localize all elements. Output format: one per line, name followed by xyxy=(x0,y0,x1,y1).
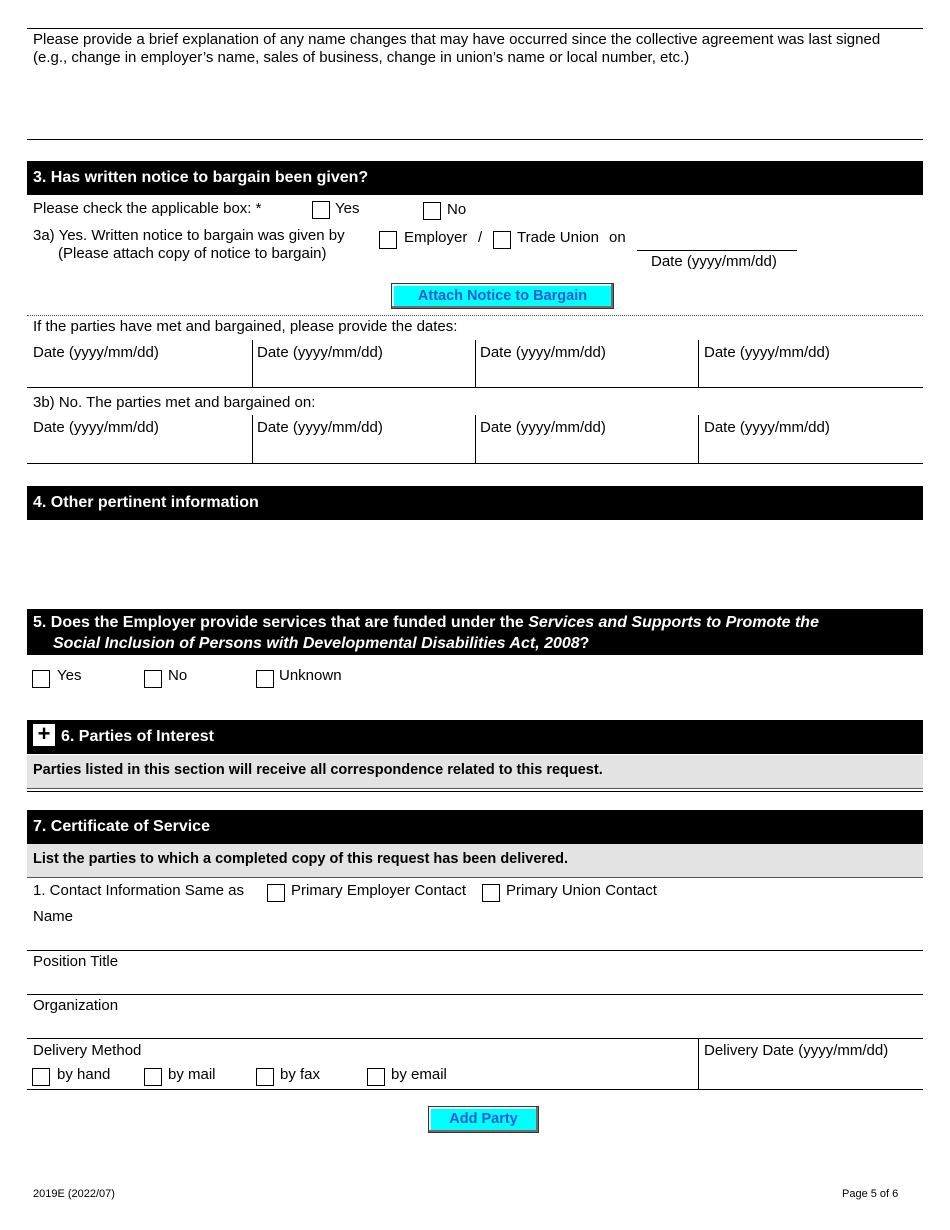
expand-parties-plus-icon[interactable]: + xyxy=(33,724,55,746)
q3b-label: 3b) No. The parties met and bargained on: xyxy=(33,394,316,411)
section4-header xyxy=(27,486,923,520)
by-hand-label: by hand xyxy=(57,1066,111,1083)
section5-title-end: ? xyxy=(579,635,590,652)
given-by-employer-label: Employer xyxy=(404,229,468,246)
bargained-date-2-label: Date (yyyy/mm/dd) xyxy=(257,419,383,436)
section6-note xyxy=(27,755,923,789)
bargained-date-3-input[interactable] xyxy=(476,438,698,462)
other-information-textarea[interactable] xyxy=(27,521,923,605)
q3a-label-line2: (Please attach copy of notice to bargain) xyxy=(58,245,327,262)
delivery-method-label: Delivery Method xyxy=(33,1042,142,1059)
primary-union-checkbox[interactable] xyxy=(482,884,500,902)
bargained-date-2-input[interactable] xyxy=(252,438,475,462)
organization-bottom-rule xyxy=(27,1038,923,1039)
delivery-bottom-rule xyxy=(27,1089,923,1090)
section6-bottom-rule xyxy=(27,791,923,792)
met-divider-2 xyxy=(475,340,476,387)
met-divider-1 xyxy=(252,340,253,387)
dd-yes-checkbox[interactable] xyxy=(32,670,50,688)
delivery-date-label: Delivery Date (yyyy/mm/dd) xyxy=(704,1042,889,1059)
name-change-bottom-rule xyxy=(27,139,923,140)
given-by-employer-checkbox[interactable] xyxy=(379,231,397,249)
section7-note-text: List the parties to which a completed copy of this request has been delivered. xyxy=(33,851,569,867)
dd-unknown-label: Unknown xyxy=(279,667,342,684)
given-by-union-checkbox[interactable] xyxy=(493,231,511,249)
section3-title: 3. Has written notice to bargain been given? xyxy=(33,169,369,186)
bargained-date-1-input[interactable] xyxy=(27,438,251,462)
attach-notice-button[interactable]: Attach Notice to Bargain xyxy=(391,283,614,309)
met-date-4-input[interactable] xyxy=(699,362,923,386)
given-by-union-label: Trade Union xyxy=(517,229,599,246)
notice-date-input[interactable] xyxy=(637,224,797,250)
bargained-date-4-label: Date (yyyy/mm/dd) xyxy=(704,419,830,436)
section5-title-part1: 5. Does the Employer provide services that are funded under the xyxy=(33,614,529,631)
position-bottom-rule xyxy=(27,994,923,995)
bargained-divider-3 xyxy=(698,415,699,463)
by-mail-checkbox[interactable] xyxy=(144,1068,162,1086)
name-change-textarea[interactable] xyxy=(27,68,923,138)
section6-note-text: Parties listed in this section will receive all correspondence related to this request. xyxy=(33,762,603,778)
primary-employer-checkbox[interactable] xyxy=(267,884,285,902)
by-email-label: by email xyxy=(391,1066,447,1083)
notice-no-label: No xyxy=(447,201,467,218)
section6-title: 6. Parties of Interest xyxy=(61,728,214,745)
notice-yes-checkbox[interactable] xyxy=(312,201,330,219)
section6-header xyxy=(27,720,923,754)
name-label: Name xyxy=(33,908,74,925)
organization-label: Organization xyxy=(33,997,119,1014)
notice-date-caption: Date (yyyy/mm/dd) xyxy=(651,253,777,270)
met-top-rule xyxy=(27,315,923,316)
position-title-label: Position Title xyxy=(33,953,119,970)
form-code: 2019E (2022/07) xyxy=(33,1188,115,1200)
section7-note xyxy=(27,844,923,878)
bargained-bottom-rule xyxy=(27,463,923,464)
notice-no-checkbox[interactable] xyxy=(423,202,441,220)
met-date-3-input[interactable] xyxy=(476,362,698,386)
name-bottom-rule xyxy=(27,950,923,951)
section5-title-italic2: Social Inclusion of Persons with Developmental Disabilities Act, 2008 xyxy=(53,635,580,652)
contact-same-as-label: 1. Contact Information Same as xyxy=(33,882,244,899)
dd-yes-label: Yes xyxy=(57,667,82,684)
met-dates-label: If the parties have met and bargained, please provide the dates: xyxy=(33,318,458,335)
section3-header xyxy=(27,161,923,195)
slash-separator: / xyxy=(478,229,483,246)
bargained-divider-2 xyxy=(475,415,476,463)
met-date-2-input[interactable] xyxy=(252,362,475,386)
met-divider-3 xyxy=(698,340,699,387)
met-date-2-label: Date (yyyy/mm/dd) xyxy=(257,344,383,361)
by-hand-checkbox[interactable] xyxy=(32,1068,50,1086)
name-change-instructions-line2: (e.g., change in employer’s name, sales of business, change in union’s name or local number, etc.) xyxy=(33,49,690,66)
by-email-checkbox[interactable] xyxy=(367,1068,385,1086)
dd-unknown-checkbox[interactable] xyxy=(256,670,274,688)
section5-title-italic1: Services and Supports to Promote the xyxy=(528,614,819,631)
section7-title: 7. Certificate of Service xyxy=(33,818,210,835)
section7-header xyxy=(27,810,923,844)
by-fax-label: by fax xyxy=(280,1066,321,1083)
top-rule xyxy=(27,28,923,29)
section4-title: 4. Other pertinent information xyxy=(33,494,259,511)
bargained-date-1-label: Date (yyyy/mm/dd) xyxy=(33,419,159,436)
position-title-input[interactable] xyxy=(27,971,923,994)
primary-employer-label: Primary Employer Contact xyxy=(291,882,467,899)
notice-yes-label: Yes xyxy=(335,200,360,217)
delivery-date-input[interactable] xyxy=(699,1061,923,1088)
bargained-divider-1 xyxy=(252,415,253,463)
organization-input[interactable] xyxy=(27,1015,923,1038)
name-change-instructions-line1: Please provide a brief explanation of any name changes that may have occurred since the collective agreement was last signed xyxy=(33,31,881,48)
dd-no-checkbox[interactable] xyxy=(144,670,162,688)
page-number: Page 5 of 6 xyxy=(842,1188,899,1200)
met-date-3-label: Date (yyyy/mm/dd) xyxy=(480,344,606,361)
section5-header xyxy=(27,609,923,655)
met-date-4-label: Date (yyyy/mm/dd) xyxy=(704,344,830,361)
by-fax-checkbox[interactable] xyxy=(256,1068,274,1086)
primary-union-label: Primary Union Contact xyxy=(506,882,657,899)
on-label: on xyxy=(609,229,626,246)
met-bottom-rule xyxy=(27,387,923,388)
dd-no-label: No xyxy=(168,667,188,684)
bargained-date-4-input[interactable] xyxy=(699,438,923,462)
q3a-label-line1: 3a) Yes. Written notice to bargain was given by xyxy=(33,227,345,244)
by-mail-label: by mail xyxy=(168,1066,216,1083)
met-date-1-input[interactable] xyxy=(27,362,251,386)
bargained-date-3-label: Date (yyyy/mm/dd) xyxy=(480,419,606,436)
add-party-button[interactable]: Add Party xyxy=(428,1106,539,1133)
notice-date-underline xyxy=(637,250,797,251)
check-applicable-label: Please check the applicable box: * xyxy=(33,200,262,217)
name-input[interactable] xyxy=(27,926,923,949)
met-date-1-label: Date (yyyy/mm/dd) xyxy=(33,344,159,361)
